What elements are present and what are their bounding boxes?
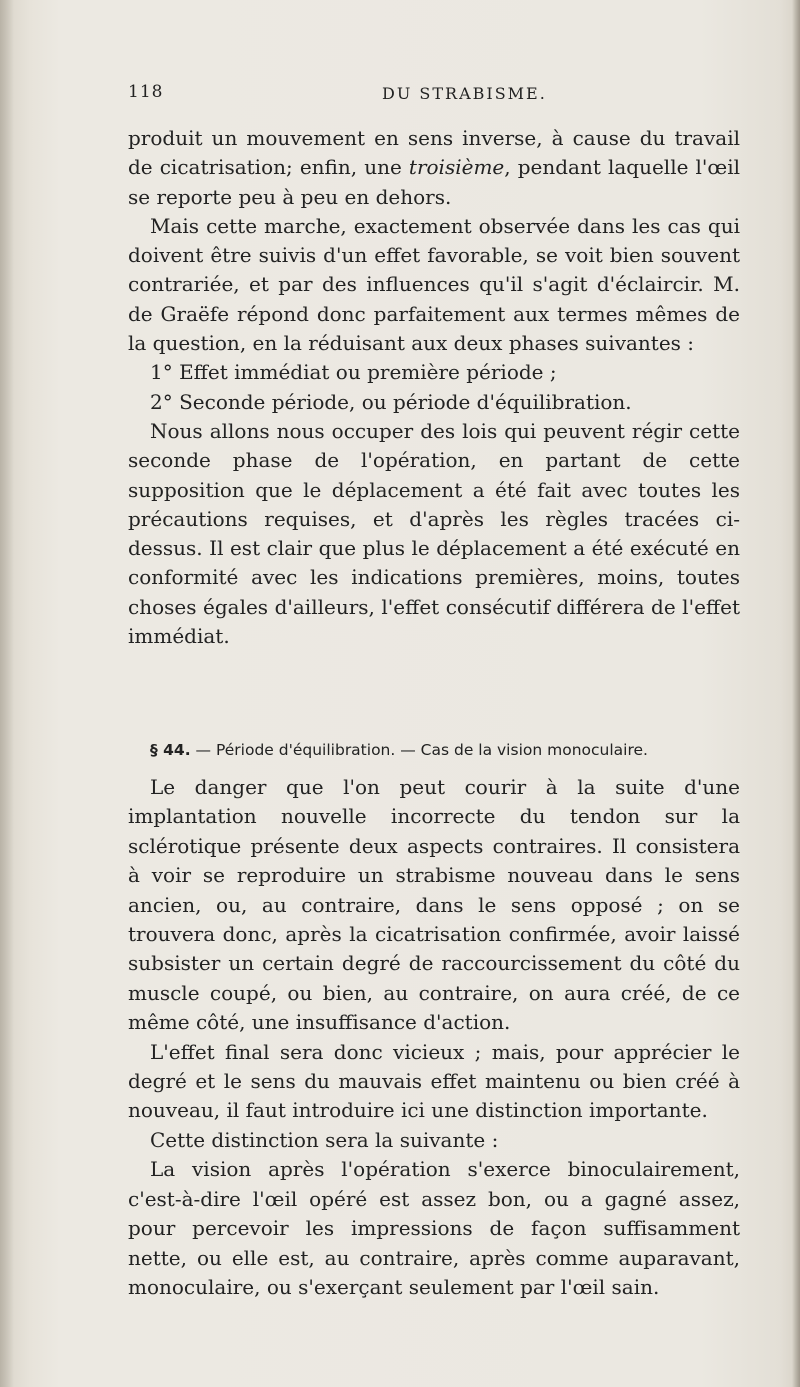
gutter-shadow xyxy=(0,0,14,1387)
paragraph: L'effet final sera donc vicieux ; mais, pour apprécier le degré et le sens du mauvais effet maintenu ou bien créé à nouveau, il faut introduire ici une distinction importante. xyxy=(128,1039,740,1123)
running-head: DU STRABISME. xyxy=(382,84,547,103)
paragraph: Mais cette marche, exactement observée dans les cas qui doivent être suivis d'un effet favorable, se voit bien souvent contrariée, et par des influences qu'il s'agit d'éclaircir. M. de Graëfe répond donc parfaitement aux termes mêmes de la question, en la réduisant aux deux phases suivantes : xyxy=(128,213,740,356)
paragraph: Nous allons nous occuper des lois qui peuvent régir cette seconde phase de l'opération, en partant de cette supposition que le déplacement a été fait avec toutes les précautions requises, et d'après les règles tracées ci-dessus. Il est clair que plus le déplacement a été exécuté en conformité avec les indications premières, moins, toutes choses égales d'ailleurs, l'effet consécutif différera de l'effet immédiat. xyxy=(128,418,740,649)
paragraph: La vision après l'opération s'exerce binoculairement, c'est-à-dire l'œil opéré est assez bon, ou a gagné assez, pour percevoir les impressions de façon suffisamment nette, ou elle est, au contraire, après comme auparavant, monoculaire, ou s'exerçant seulement par l'œil sain. xyxy=(128,1157,740,1299)
body-text-bottom xyxy=(128,773,740,1302)
paragraph: Cette distinction sera la suivante : xyxy=(150,1127,499,1152)
list-item: 2° Seconde période, ou période d'équilibration. xyxy=(150,389,632,414)
page-header xyxy=(128,82,728,110)
section-number: § 44. xyxy=(150,741,191,759)
section-heading xyxy=(150,740,750,760)
page-edge xyxy=(792,0,800,1387)
paragraph: Le danger que l'on peut courir à la suite d'une implantation nouvelle incorrecte du tendon sur la sclérotique présente deux aspects contraires. Il consistera à voir se reproduire un strabisme nouveau dans le sens ancien, ou, au contraire, dans le sens opposé ; on se trouvera donc, après la cicatrisation confirmée, avoir laissé subsister un certain degré de raccourcissement du côté du muscle coupé, ou bien, au contraire, on aura créé, de ce même côté, une insuffisance d'action. xyxy=(128,775,740,1035)
list-item: 1° Effet immédiat ou première période ; xyxy=(150,360,557,385)
body-text-top xyxy=(128,124,740,651)
page-number: 118 xyxy=(128,82,164,102)
section-title: — Période d'équilibration. — Cas de la vision monoculaire. xyxy=(190,741,648,759)
paragraph: produit un mouvement en sens inverse, à cause du travail de cicatrisation; enfin, une troisième, pendant laquelle l'œil se reporte peu à peu en dehors. xyxy=(128,126,740,209)
